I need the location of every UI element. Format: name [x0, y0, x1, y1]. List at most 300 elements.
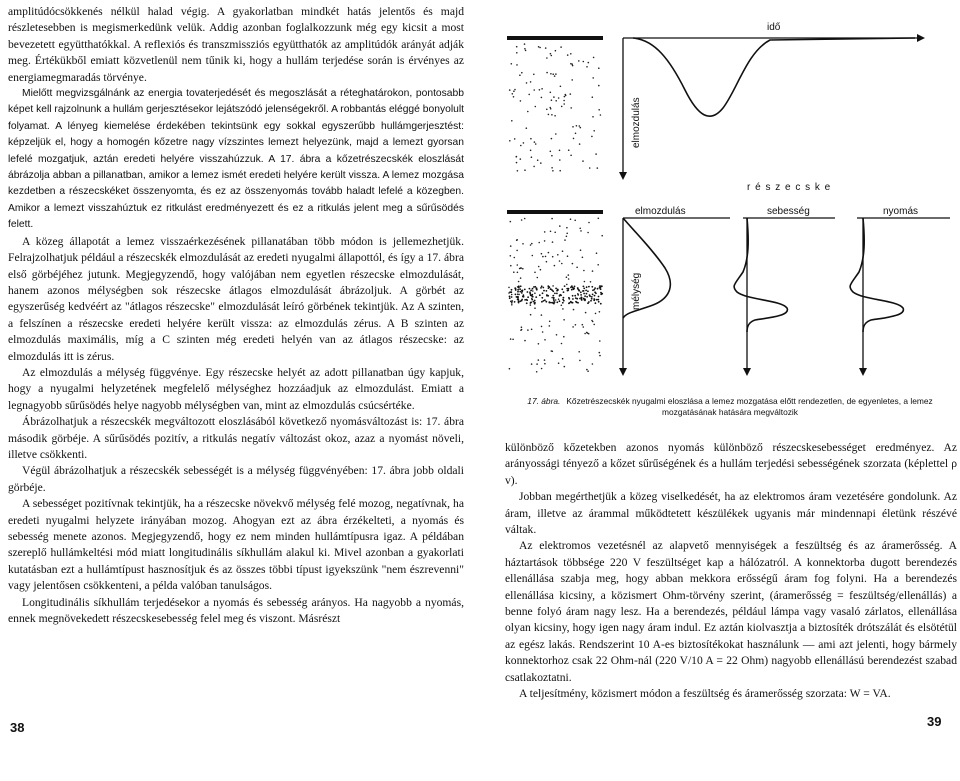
particle	[533, 74, 535, 76]
particle-dense	[534, 300, 536, 302]
depth-axis-3-arrow	[859, 368, 867, 376]
particle	[546, 261, 548, 263]
particle	[550, 231, 552, 233]
particle-dense	[572, 295, 574, 297]
particle	[566, 236, 568, 238]
particle-dense	[530, 301, 532, 303]
particle-dense	[543, 300, 545, 302]
particle	[560, 86, 562, 88]
particle-dense	[534, 286, 536, 288]
particle	[584, 281, 586, 283]
particle	[522, 268, 524, 270]
displacement-time-curve	[633, 38, 915, 116]
particle	[511, 120, 513, 122]
particle	[592, 116, 594, 118]
particle	[553, 96, 555, 98]
particle	[554, 115, 556, 117]
particle	[598, 218, 600, 220]
particle	[558, 298, 560, 300]
particle	[579, 125, 581, 127]
particle	[596, 252, 598, 254]
particle-dense	[577, 287, 579, 289]
figure-svg	[485, 0, 960, 400]
particle	[521, 72, 523, 74]
particle	[530, 81, 532, 83]
particle-dense	[600, 293, 602, 295]
paragraph: különböző kőzetekben azonos nyomás különböző részecskesebességet eredményez. Az arányossági tényező a kőzet sűrűségének és a hullám terjedési sebességének szorzata (képlettel ρ v).	[505, 441, 957, 487]
particle-dense	[534, 303, 536, 305]
particle-dense	[521, 292, 523, 294]
particle	[516, 52, 518, 54]
particle-dense	[596, 299, 598, 301]
particle	[516, 250, 518, 252]
particle	[564, 96, 566, 98]
particle	[539, 89, 541, 91]
particle	[563, 336, 565, 338]
particle	[583, 270, 585, 272]
particle-dense	[540, 287, 542, 289]
particle	[582, 160, 584, 162]
particle	[587, 332, 589, 334]
depth-axis-1-arrow	[619, 368, 627, 376]
particle	[561, 343, 563, 345]
particle	[588, 62, 590, 64]
particle	[590, 281, 592, 283]
particle	[535, 143, 537, 145]
particle	[551, 99, 553, 101]
pressure-depth-curve	[850, 218, 903, 332]
particle-dense	[553, 297, 555, 299]
particle-dense	[597, 288, 599, 290]
particle-dense	[568, 298, 570, 300]
particle-dense	[577, 294, 579, 296]
particle	[551, 138, 553, 140]
particle	[524, 169, 526, 171]
particle	[588, 222, 590, 224]
particle	[523, 142, 525, 144]
particle-dense	[591, 286, 593, 288]
particle	[520, 100, 522, 102]
particle	[509, 368, 511, 370]
particle	[586, 369, 588, 371]
particle	[542, 256, 544, 258]
particle	[544, 240, 546, 242]
particle	[525, 50, 527, 52]
particle-dense	[530, 290, 532, 292]
particle	[564, 366, 566, 368]
particle	[545, 47, 547, 49]
particle-dense	[567, 289, 569, 291]
particle	[540, 269, 542, 271]
particle	[580, 230, 582, 232]
particle	[552, 73, 554, 75]
particle	[572, 263, 574, 265]
particle	[532, 255, 534, 257]
particle-dense	[524, 299, 526, 301]
particle-dense	[561, 288, 563, 290]
particle-dense	[581, 299, 583, 301]
particle-dense	[515, 294, 517, 296]
particle	[534, 272, 536, 274]
particle	[530, 150, 532, 152]
particle	[517, 293, 519, 295]
particle	[541, 326, 543, 328]
particle	[520, 145, 522, 147]
page-number-left: 38	[10, 720, 25, 735]
particle	[580, 127, 582, 129]
paragraph: A sebességet pozitívnak tekintjük, ha a részecske növekvő mélység felé mozog, negatívnak, ha eredeti nyugalmi helyzete irányában mozog. Ahogyan ezt az ábra érzékelteti, a nyomás és sebesség menete azonos. Megjegyzendő, hogy ez nem minden hullámtípusra igaz. A példában szereplő hullámkeltési mód miatt longitudinális síkhullám alakul ki. Mivel azonban a gyakorlati kutatásban ezt a hullámtípust hasznosítjuk és az összes többi típust igyekszünk "nem észrevenni" vagy jelentősen csökkenteni, a példa valóban tanulságos.	[8, 497, 464, 593]
particle	[591, 136, 593, 138]
particle	[598, 109, 600, 111]
particle	[550, 151, 552, 153]
particle	[578, 351, 580, 353]
column-label-displacement: elmozdulás	[635, 206, 686, 217]
particle-dense	[536, 289, 538, 291]
particle-dense	[591, 298, 593, 300]
particle	[557, 254, 559, 256]
paragraph: amplitúdócsökkenés nélkül halad végig. A gyakorlatban mindkét hatás jelentős és majd részletesebben is megismerkedünk velük. Addig azonban foglalkozzunk még egy kicsit a most bevezetett együtthatókkal. A reflexiós és transzmissziós együtthatók az amplitúdók arányát adják meg. Értékükből emiatt közvetlenül nem tűnik ki, hogy a hullám terjedése során is érvényes az energiamegmaradás törvénye.	[8, 5, 464, 84]
particle-dense	[590, 300, 592, 302]
particle	[584, 333, 586, 335]
particle	[570, 218, 572, 220]
particle	[555, 73, 557, 75]
particle	[508, 287, 510, 289]
particle	[514, 257, 516, 259]
particle-dense	[564, 285, 566, 287]
particle	[526, 127, 528, 129]
particle-dense	[526, 302, 528, 304]
particle	[550, 92, 552, 94]
particle	[524, 340, 526, 342]
particle	[549, 107, 551, 109]
particle	[530, 138, 532, 140]
particle	[531, 329, 533, 331]
particle-dense	[563, 297, 565, 299]
particle	[517, 272, 519, 274]
particle	[509, 89, 511, 91]
particle-dense	[514, 287, 516, 289]
particle	[578, 60, 580, 62]
particle	[593, 57, 595, 59]
paragraph: Az elektromos vezetésnél az alapvető mennyiségek a feszültség és az áramerősség. A háztartások többsége 220 V feszültséget kap a hálózatról. A konnektorba dugott berendezés ellenállása szabja meg, hogy abban mekkora erősségű áram fog folyni. Ha a berendezés ellenállása kicsiny, a közismert Ohm-törvény szerint, (áramerősség = feszültség/ellenállás) a benne folyó áram nagy lesz. Ha a berendezés, például lámpa vagy vasaló zárlatos, ellenállása olyan kicsiny, hogy igen nagy áram indul. Ez aztán kiolvasztja a biztosíték drótszálát és elsötétül az egész lakás. Rendszerint 10 A-es biztosítékokat használunk — ami azt jelenti, hogy bármely konnektorhoz csak 22 Ohm-nál (220 V/10 A = 22 Ohm) nagyobb ellenállású berendezést szabad csatlakoztatni.	[505, 539, 957, 684]
paragraph: Jobban megérthetjük a közeg viselkedését, ha az elektromos áram vezetésére gondolunk. Az áram, illetve az árammal működtetett készülékek ugyanis már mindennapi életünk részévé váltak.	[505, 490, 957, 537]
particle	[537, 277, 539, 279]
particle	[521, 326, 523, 328]
particle-dense	[546, 290, 548, 292]
particle	[559, 150, 561, 152]
particle-dense	[509, 291, 511, 293]
particle	[591, 320, 593, 322]
particle-dense	[594, 299, 596, 301]
particle-dense	[511, 302, 513, 304]
particle	[570, 63, 572, 65]
particle-dense	[556, 293, 558, 295]
right-text-column	[505, 440, 957, 703]
particle-dense	[535, 296, 537, 298]
particle	[531, 363, 533, 365]
particle	[534, 307, 536, 309]
particle-dense	[511, 296, 513, 298]
particle-dense	[539, 294, 541, 296]
particle	[576, 267, 578, 269]
particle-dense	[556, 290, 558, 292]
particle-dense	[580, 291, 582, 293]
particle-dense	[581, 297, 583, 299]
particle	[520, 277, 522, 279]
particle	[575, 133, 577, 135]
particle-dense	[554, 293, 556, 295]
particle-dense	[509, 296, 511, 298]
velocity-depth-curve	[734, 218, 787, 332]
particle	[561, 305, 563, 307]
paragraph: Az elmozdulás a mélység függvénye. Egy részecske helyét az adott pillanatban úgy kapjuk, hogy a nyugalmi helyzetének megfelelő mélységhez hozzáadjuk az elmozdulást. Emiatt a legnagyobb sűrűsödés helye nagyobb mélységben van, mint az elmozdulás csúcsértéke.	[8, 365, 464, 412]
particle-dense	[517, 296, 519, 298]
particle	[556, 334, 558, 336]
particle-dense	[584, 295, 586, 297]
particle	[563, 103, 565, 105]
particle	[542, 331, 544, 333]
particle-dense	[542, 287, 544, 289]
particle-dense	[598, 301, 600, 303]
particle	[517, 264, 519, 266]
particle	[517, 170, 519, 172]
particle-dense	[592, 289, 594, 291]
particle	[601, 235, 603, 237]
displacement-axis-label: elmozdulás	[631, 97, 642, 148]
particle	[519, 74, 521, 76]
particle	[593, 130, 595, 132]
particle-dense	[514, 301, 516, 303]
particle-dense	[519, 288, 521, 290]
particle-dense	[586, 286, 588, 288]
particle-dense	[543, 290, 545, 292]
particle-dense	[572, 298, 574, 300]
particle	[587, 370, 589, 372]
particle	[579, 360, 581, 362]
caption-label: 17. ábra.	[527, 396, 561, 406]
particle-dense	[529, 288, 531, 290]
particle	[574, 220, 576, 222]
particle	[518, 294, 520, 296]
particle-dense	[522, 290, 524, 292]
particle-dense	[518, 286, 520, 288]
particle-dense	[523, 296, 525, 298]
particle	[538, 242, 540, 244]
particle	[552, 351, 554, 353]
particle-dense	[520, 285, 522, 287]
particle	[530, 244, 532, 246]
particle-dense	[563, 300, 565, 302]
particle	[592, 77, 594, 79]
particle	[551, 55, 553, 57]
particle	[567, 54, 569, 56]
particle	[570, 93, 572, 95]
particle-dense	[532, 296, 534, 298]
particle-dense	[580, 294, 582, 296]
particle-dense	[510, 301, 512, 303]
particle	[526, 82, 528, 84]
depth-axis-2-arrow	[743, 368, 751, 376]
particle	[510, 255, 512, 257]
particle	[583, 61, 585, 63]
particle	[599, 355, 601, 357]
particle	[572, 65, 574, 67]
particle-dense	[570, 286, 572, 288]
particle-dense	[583, 290, 585, 292]
particle	[516, 156, 518, 158]
particle-dense	[566, 288, 568, 290]
particle	[510, 245, 512, 247]
particle	[546, 57, 548, 59]
particle-dense	[598, 296, 600, 298]
time-axis-arrow	[917, 34, 925, 42]
particle	[514, 89, 516, 91]
particle-dense	[595, 302, 597, 304]
particle	[558, 97, 560, 99]
particle-dense	[594, 291, 596, 293]
particle	[520, 158, 522, 160]
particle	[585, 312, 587, 314]
particle	[561, 263, 563, 265]
particle	[560, 46, 562, 48]
particle	[566, 276, 568, 278]
particle-dense	[578, 289, 580, 291]
particle	[595, 313, 597, 315]
particle	[576, 125, 578, 127]
particle-dense	[583, 293, 585, 295]
particle-dense	[509, 297, 511, 299]
particle	[546, 72, 548, 74]
particle	[527, 111, 529, 113]
surface-plate-bottom	[507, 210, 603, 214]
particle	[546, 109, 548, 111]
particle	[555, 299, 557, 301]
particle	[579, 228, 581, 230]
particle-scatter-top	[509, 43, 601, 171]
particle-dense	[555, 288, 557, 290]
particle	[582, 324, 584, 326]
particle	[568, 278, 570, 280]
particle	[572, 126, 574, 128]
paragraph: Longitudinális síkhullám terjedésekor a nyomás és sebesség arányos. Ha nagyobb a nyomás, ennek megnövekedett részecskesebesség felel meg és viszont. Másrészt	[8, 595, 464, 626]
particle-dense	[541, 297, 543, 299]
particle	[567, 255, 569, 257]
particle	[533, 166, 535, 168]
particle-dense	[571, 289, 573, 291]
particle	[559, 260, 561, 262]
particle	[580, 249, 582, 251]
particle-dense	[545, 301, 547, 303]
particle	[511, 294, 513, 296]
particle	[551, 155, 553, 157]
particle	[562, 308, 564, 310]
particle	[599, 352, 601, 354]
particle	[531, 243, 533, 245]
particle-dense	[546, 295, 548, 297]
particle	[545, 256, 547, 258]
particle-dense	[601, 285, 603, 287]
particle	[558, 362, 560, 364]
particle	[550, 73, 552, 75]
particle	[518, 281, 520, 283]
particle-dense	[562, 302, 564, 304]
paragraph: A közeg állapotát a lemez visszaérkezésének pillanatában több módon is jellemezhetjük. Felrajzolhatjuk például a részecskék elmozdulását az eredeti nyugalmi állapottól, és így a 17. ábra első görbéjéhez jutunk. Megjegyzendő, hogy valójában nem egyetlen részecske elmozdulását, hanem azonos mélységben sok részecske átlagos elmozdulását ábrázoljuk. A görbét az egyszerűség kedvéért az "átlagos részecske" elmozdulását leíró görbének tekintjük. Az A szinten, a felszínen a részecske eredeti helyére került vissza: az elmozdulás zérus. A B szinten az elmozdulás maximális, míg a C szinten még eredeti helyén van az átlagos részecske: az elmozdulás itt is zérus.	[8, 234, 464, 363]
particle	[598, 67, 600, 69]
particle	[598, 85, 600, 87]
left-text-column	[8, 4, 464, 627]
particle	[550, 53, 552, 55]
particle	[537, 159, 539, 161]
particle	[570, 107, 572, 109]
particle	[513, 90, 515, 92]
displacement-axis-arrow	[619, 172, 627, 180]
particle	[570, 53, 572, 55]
particle	[538, 343, 540, 345]
particle	[522, 243, 524, 245]
particle	[538, 266, 540, 268]
particle	[544, 359, 546, 361]
column-label-velocity: sebesség	[767, 206, 810, 217]
particle	[509, 140, 511, 142]
particle	[511, 304, 513, 306]
particle-dense	[527, 296, 529, 298]
particle	[524, 218, 526, 220]
particle	[516, 239, 518, 241]
particle-dense	[551, 302, 553, 304]
particle	[531, 156, 533, 158]
particle-dense	[527, 291, 529, 293]
particle	[541, 253, 543, 255]
particle	[514, 138, 516, 140]
particle-dense	[521, 299, 523, 301]
particle-dense	[583, 288, 585, 290]
particle	[583, 326, 585, 328]
particle-dense	[574, 286, 576, 288]
particle	[600, 114, 602, 116]
particle	[595, 153, 597, 155]
particle	[555, 50, 557, 52]
particle-dense	[518, 302, 520, 304]
particle-dense	[554, 301, 556, 303]
particle	[521, 219, 523, 221]
particle-dense	[559, 300, 561, 302]
particle	[559, 225, 561, 227]
particle	[510, 338, 512, 340]
particle	[563, 100, 565, 102]
particle-dense	[587, 290, 589, 292]
particle-dense	[559, 295, 561, 297]
particle	[516, 162, 518, 164]
particle	[562, 358, 564, 360]
particle-dense	[517, 289, 519, 291]
particle-dense	[569, 302, 571, 304]
particle	[544, 339, 546, 341]
particle-dense	[573, 287, 575, 289]
particle-dense	[583, 286, 585, 288]
particle	[541, 368, 543, 370]
particle-dense	[600, 303, 602, 305]
left-page	[0, 0, 470, 781]
particle	[534, 292, 536, 294]
particle	[568, 149, 570, 151]
time-axis-label: idő	[767, 22, 781, 33]
page-number-right: 39	[927, 714, 942, 729]
column-label-pressure: nyomás	[883, 206, 919, 217]
particle-dense	[572, 302, 574, 304]
particle-dense	[589, 294, 591, 296]
particle-dense	[541, 285, 543, 287]
depth-axis-label: mélység	[631, 272, 642, 310]
